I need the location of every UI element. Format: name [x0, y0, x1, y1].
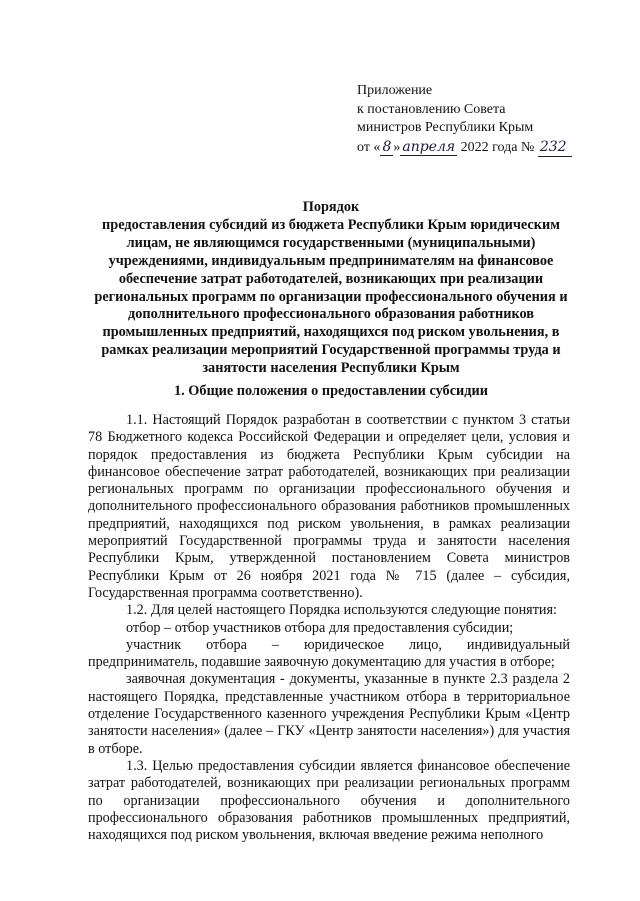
- appendix-line-1: Приложение: [357, 83, 433, 98]
- paragraph: заявочная документация - документы, указанные в пункте 2.3 раздела 2 настоящего Порядка, представленные участником отбора в территориальное отделение Государственного казенного учреждения Республики Крым «Центр занятости населения» (далее – ГКУ «Центр занятости населения») для участия в отборе.: [88, 671, 570, 757]
- appendix-line-3: министров Республики Крым: [357, 120, 534, 135]
- paragraph: 1.2. Для целей настоящего Порядка используются следующие понятия:: [126, 602, 557, 619]
- date-prefix: от «: [357, 139, 381, 155]
- handwritten-number: 232: [538, 138, 572, 158]
- paragraph: 1.1. Настоящий Порядок разработан в соответствии с пунктом 3 статьи 78 Бюджетного кодекса Российской Федерации и определяет цели, условия и порядок предоставления из бюджета Республики Крым субсидии на финансовое обеспечение затрат работодателей, возникающих при реализации региональных программ по организации профессионального обучения и дополнительного профессионального образования работников промышленных предприятий, находящихся под риском увольнения, в рамках реализации мероприятий Государственной программы труда и занятости населения Республики Крым, утвержденной постановлением Совета министров Республики Крым от 26 ноября 2021 года № 715 (далее – субсидия, Государственная программа соответственно).: [88, 412, 570, 601]
- section-1-body: [88, 412, 570, 844]
- title-heading: Порядок: [302, 199, 360, 215]
- appendix-date-line: [357, 138, 572, 158]
- section-1-title: 1. Общие положения о предоставлении субсидии: [174, 383, 488, 399]
- date-year: 2022 года №: [460, 139, 535, 155]
- appendix-header: [357, 82, 572, 157]
- document-title: [86, 199, 576, 378]
- handwritten-month: апреля: [402, 138, 456, 155]
- date-mid: »: [393, 139, 401, 155]
- paragraph: отбор – отбор участников отбора для предоставления субсидии;: [126, 619, 514, 636]
- paragraph: участник отбора – юридическое лицо, индивидуальный предприниматель, подавшие заявочную документацию для участия в отборе;: [88, 636, 570, 671]
- title-body: предоставления субсидий из бюджета Республики Крым юридическим лицам, не являющимся государственными (муниципальными) учреждениями, индивидуальным предпринимателям на финансовое обеспечение затрат работодателей, возникающих при реализации региональных программ по организации профессионального обучения и дополнительного профессионального образования работников промышленных предприятий, находящихся под риском увольнения, в рамках реализации мероприятий Государственной программы труда и занятости населения Республики Крым: [94, 216, 568, 377]
- handwritten-day: 8: [382, 138, 392, 155]
- paragraph: 1.3. Целью предоставления субсидии является финансовое обеспечение затрат работодателей, возникающих при реализации региональных программ по организации профессионального обучения и дополнительного профессионального образования работников промышленных предприятий, находящихся под риском увольнения, включая введение режима неполного: [88, 757, 570, 844]
- appendix-line-2: к постановлению Совета: [357, 101, 506, 117]
